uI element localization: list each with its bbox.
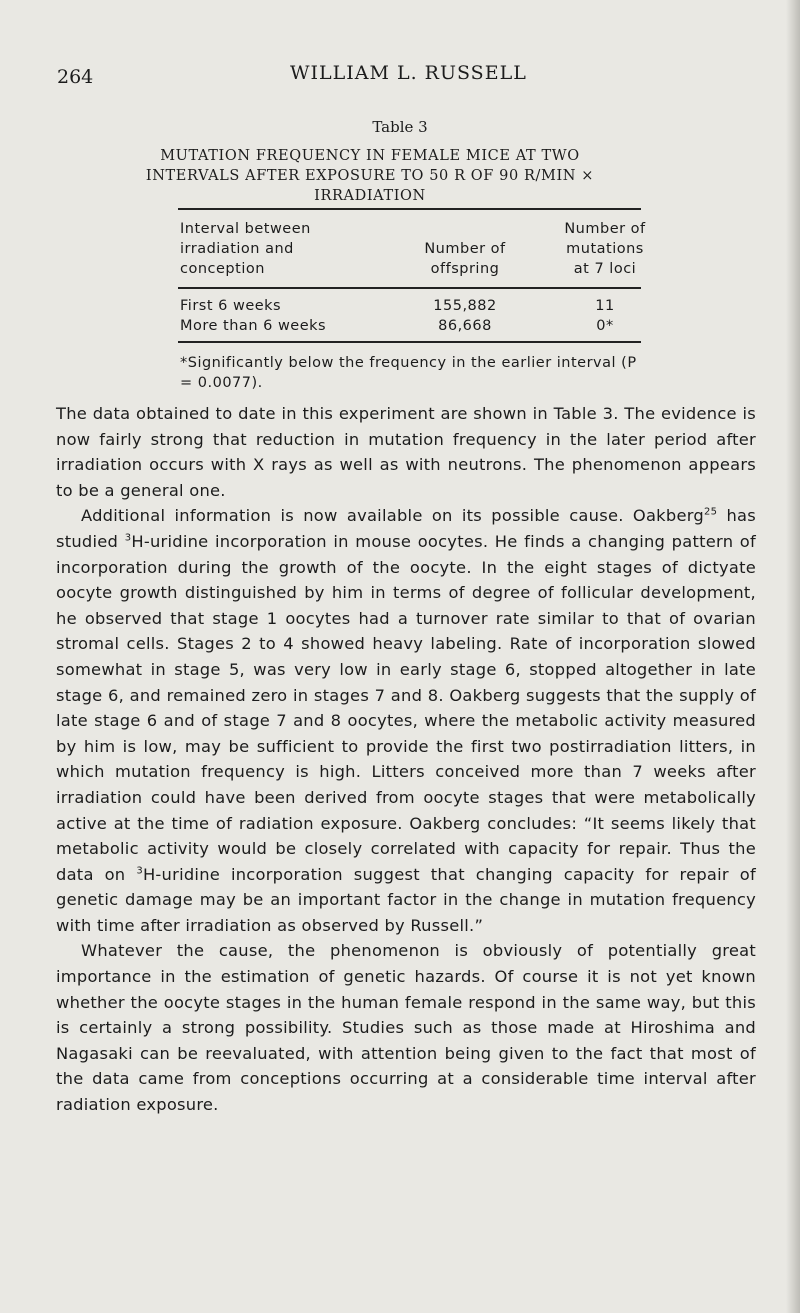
table-caption: MUTATION FREQUENCY IN FEMALE MICE AT TWO INTERVALS AFTER EXPOSURE TO 50 R OF 90 R/MIN × IRRADIATION (145, 148, 595, 204)
table-row (180, 296, 390, 336)
isotope-superscript: 3 (136, 865, 143, 877)
paragraph: Additional information is now available on its possible cause. Oakberg$^{25}$ has studied $^3$H-uridine incorporation in mouse oocytes. He finds a changing pattern of incorporation during the growth of the oocyte. In the eight stages of dictyate oocyte growth distinguished by him in terms of degree of follicular development, he observed that stage 1 oocytes had a turnover rate similar to that of ovarian stromal cells. Stages 2 to 4 showed heavy labeling. Rate of incorporation slowed somewhat in stage 5, was very low in early stage 6, stopped altogether in late stage 6, and remained zero in stages 7 and 8. Oakberg suggests that the supply of late stage 6 and of stage 7 and 8 oocytes, where the metabolic activity measured by him is low, may be sufficient to provide the first two postirradiation litters, in which mutation frequency is high. Litters conceived more than 7 weeks after irradiation could have been derived from oocyte stages that were metabolically active at the time of radiation exposure. Oakberg concludes: “It seems likely that metabolic activity would be closely correlated with capacity for repair. Thus the data on $^3$H-uridine incorporation suggest that changing capacity for repair of genetic damage may be an important factor in the change in mutation frequency with time after irradiation as observed by Russell.” (56, 506, 756, 935)
reference-superscript: 25 (703, 506, 718, 518)
row-offspring: 86,668 (438, 318, 492, 334)
header-offspring: Number of offspring (424, 241, 506, 277)
paragraph: The data obtained to date in this experiment are shown in Table 3. The evidence is now fairly strong that reduction in mutation frequency in the later period after irradiation occurs with X rays as well as with neutrons. The phenomenon appears to be a general one. (56, 404, 756, 500)
row-interval: More than 6 weeks (180, 318, 327, 334)
header-mutations: Number of mutations at 7 loci (564, 221, 646, 277)
table-header-rule (178, 287, 641, 289)
table-label: Table 3 (372, 118, 428, 136)
row-interval: First 6 weeks (180, 298, 282, 314)
row-offspring: 155,882 (433, 298, 497, 314)
row-mutations: 0* (596, 318, 614, 334)
table-footnote: *Significantly below the frequency in the earlier interval (P = 0.0077). (180, 355, 637, 391)
table-bottom-rule (178, 341, 641, 343)
page-edge-shadow (786, 0, 800, 1313)
body-text (56, 401, 756, 1118)
table-top-rule (178, 208, 641, 210)
paragraph: Whatever the cause, the phenomenon is obviously of potentially great importance in the estimation of genetic hazards. Of course it is not yet known whether the oocyte stages in the human female respond in the same way, but this is certainly a strong possibility. Studies such as those made at Hiroshima and Nagasaki can be reevaluated, with attention being given to the fact that most of the data came from conceptions occurring at a considerable time interval after radiation exposure. (56, 941, 756, 1115)
running-head: WILLIAM L. RUSSELL (290, 62, 527, 84)
page-number: 264 (57, 66, 94, 88)
isotope-superscript: 3 (124, 532, 132, 544)
header-interval: Interval between irradiation and conception (180, 221, 311, 277)
table-col-mutations (540, 296, 670, 336)
table-col-offspring (400, 296, 530, 336)
row-mutations: 11 (595, 298, 615, 314)
